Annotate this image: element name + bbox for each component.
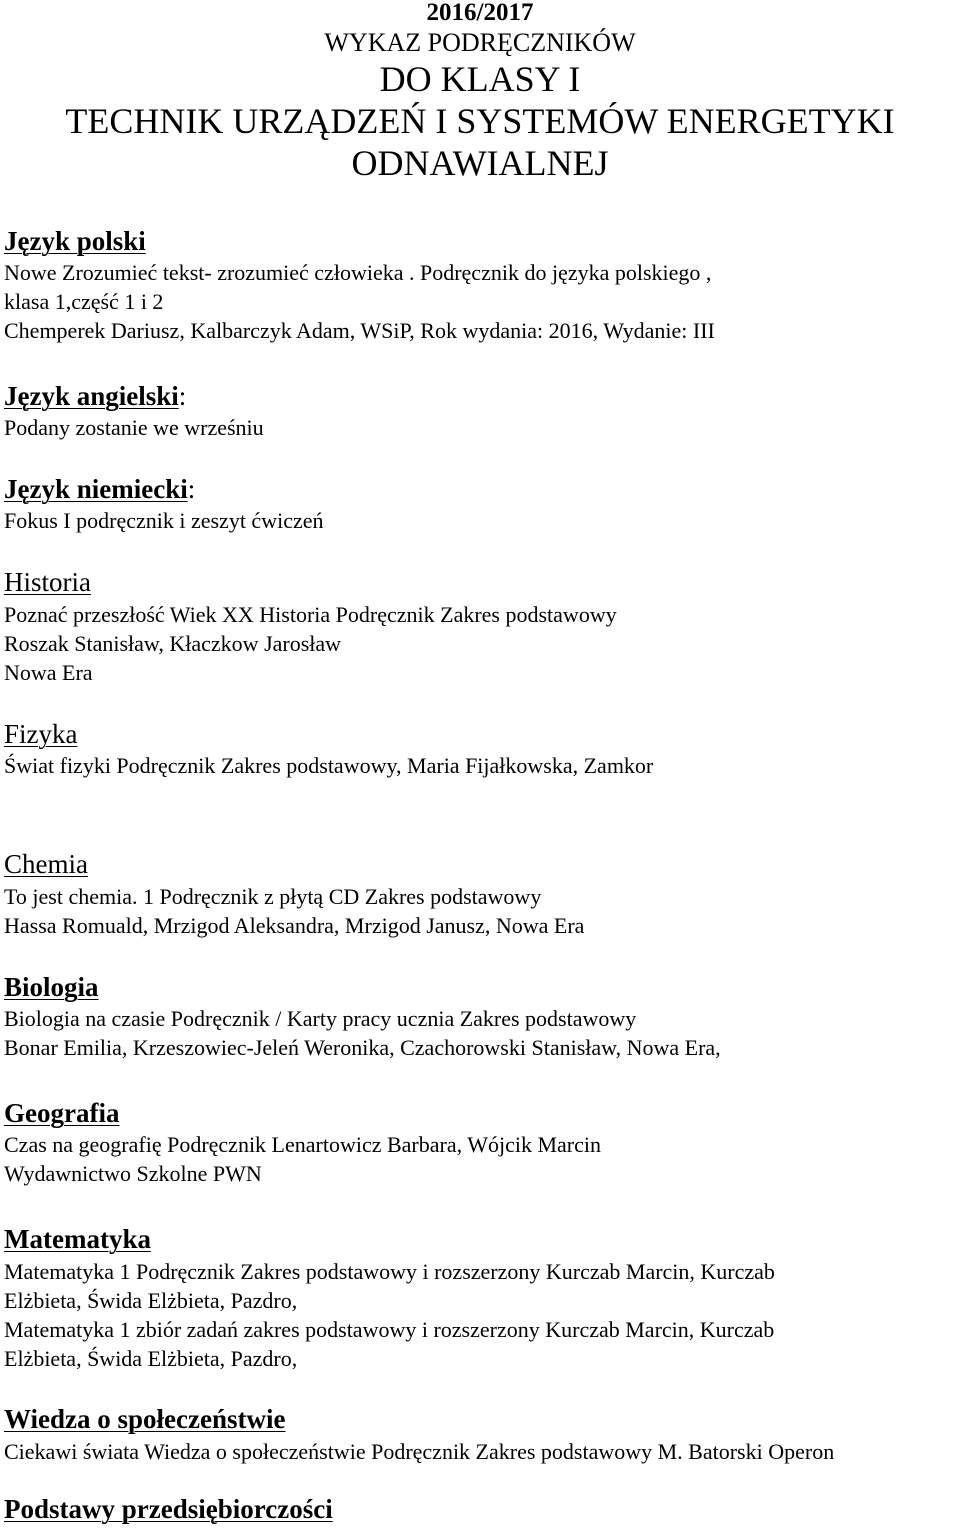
section-jezyk-angielski (4, 381, 960, 442)
document-header (0, 0, 960, 184)
section-title-row (4, 381, 960, 411)
section-jezyk-niemiecki (4, 474, 960, 535)
section-line: Chemperek Dariusz, Kalbarczyk Adam, WSiP, Rok wydania: 2016, Wydanie: III (4, 318, 715, 343)
section-title: Chemia (4, 849, 88, 879)
section-title: Geografia (4, 1098, 120, 1128)
section-jezyk-polski (4, 226, 960, 345)
school-year: 2016/2017 (426, 0, 534, 26)
section-biologia (4, 972, 960, 1062)
section-line: Nowe Zrozumieć tekst- zrozumieć człowieka . Podręcznik do języka polskiego , (4, 260, 712, 285)
section-title: Podstawy przedsiębiorczości (4, 1494, 333, 1524)
section-historia (4, 567, 960, 687)
section-line: Czas na geografię Podręcznik Lenartowicz Barbara, Wójcik Marcin (4, 1132, 601, 1157)
section-line: Biologia na czasie Podręcznik / Karty pracy ucznia Zakres podstawowy (4, 1006, 637, 1031)
section-matematyka (4, 1224, 960, 1373)
list-title: WYKAZ PODRĘCZNIKÓW (324, 28, 636, 57)
section-line: Bonar Emilia, Krzeszowiec-Jeleń Weronika, Czachorowski Stanisław, Nowa Era, (4, 1035, 721, 1060)
major-title-line-1: TECHNIK URZĄDZEŃ I SYSTEMÓW ENERGETYKI (65, 101, 895, 141)
section-title: Fizyka (4, 719, 78, 749)
major-title-line-2: ODNAWIALNEJ (351, 143, 609, 183)
section-title: Język angielski (4, 381, 179, 411)
section-line: Hassa Romuald, Mrzigod Aleksandra, Mrzigod Janusz, Nowa Era (4, 913, 585, 938)
class-title: DO KLASY I (379, 59, 581, 99)
section-title: Biologia (4, 972, 99, 1002)
section-line: Poznać przeszłość Wiek XX Historia Podręcznik Zakres podstawowy (4, 602, 617, 627)
section-line: Podany zostanie we wrześniu (4, 415, 264, 440)
section-line: Matematyka 1 zbiór zadań zakres podstawowy i rozszerzony Kurczab Marcin, Kurczab (4, 1317, 775, 1342)
section-title-colon: : (187, 474, 196, 504)
section-title-colon: : (178, 381, 187, 411)
section-title: Język niemiecki (4, 474, 188, 504)
section-line: Fokus I podręcznik i zeszyt ćwiczeń (4, 508, 324, 533)
section-line: Wydawnictwo Szkolne PWN (4, 1161, 262, 1186)
section-fizyka (4, 719, 960, 780)
section-line: Ciekawi świata Wiedza o społeczeństwie Podręcznik Zakres podstawowy M. Batorski Operon (4, 1439, 835, 1464)
section-line: klasa 1,część 1 i 2 (4, 289, 164, 314)
section-line: Elżbieta, Świda Elżbieta, Pazdro, (4, 1288, 298, 1313)
section-title-row (4, 474, 960, 504)
section-geografia (4, 1098, 960, 1188)
section-chemia (4, 849, 960, 940)
section-line: Nowa Era (4, 660, 93, 685)
section-line: Matematyka 1 Podręcznik Zakres podstawowy i rozszerzony Kurczab Marcin, Kurczab (4, 1259, 775, 1284)
section-podstawy-przedsiebiorczosci (4, 1494, 960, 1524)
section-title: Historia (4, 567, 91, 597)
section-line: Roszak Stanisław, Kłaczkow Jarosław (4, 631, 342, 656)
section-title: Język polski (4, 226, 146, 256)
section-line: Świat fizyki Podręcznik Zakres podstawowy, Maria Fijałkowska, Zamkor (4, 753, 654, 778)
section-wiedza-o-spoleczenstwie (4, 1404, 960, 1466)
section-title: Matematyka (4, 1224, 151, 1254)
section-line: Elżbieta, Świda Elżbieta, Pazdro, (4, 1346, 298, 1371)
section-title: Wiedza o społeczeństwie (4, 1404, 286, 1434)
section-line: To jest chemia. 1 Podręcznik z płytą CD Zakres podstawowy (4, 884, 542, 909)
